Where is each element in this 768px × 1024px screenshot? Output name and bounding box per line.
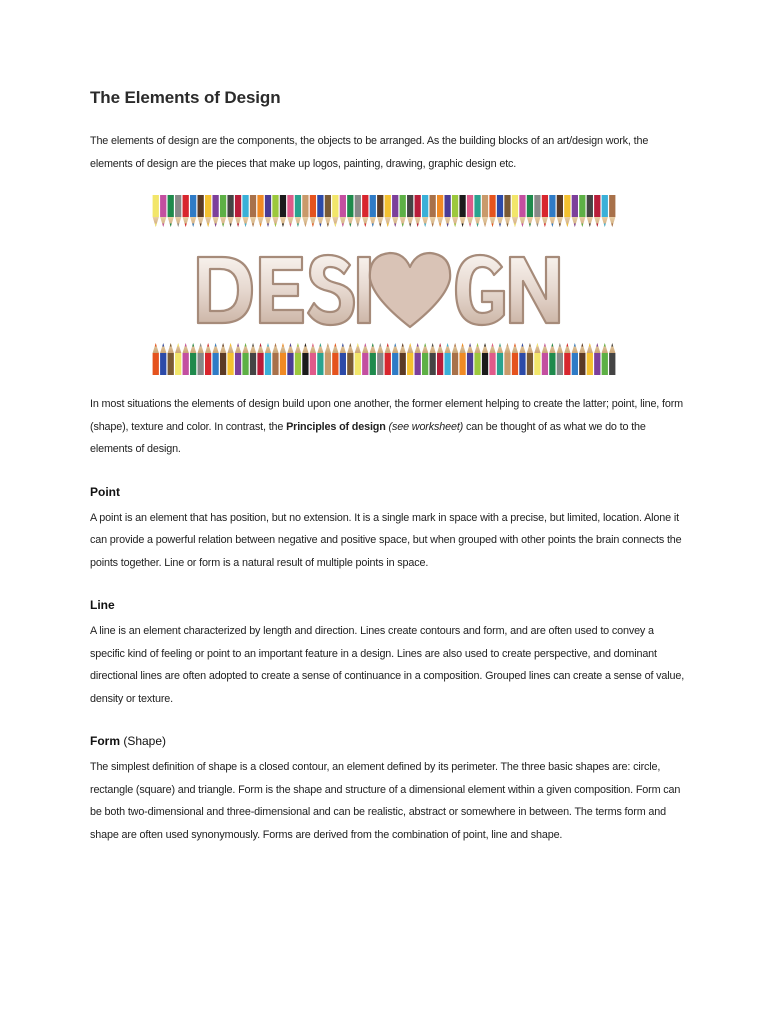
pencil — [183, 343, 189, 375]
pencil — [280, 195, 286, 227]
pencil — [205, 195, 211, 227]
pencil — [295, 343, 301, 375]
pencil — [153, 343, 159, 375]
pencil — [482, 195, 488, 227]
pencil — [325, 343, 331, 375]
pencil — [302, 343, 308, 375]
pencil — [295, 195, 301, 227]
pencil — [519, 343, 525, 375]
pencil — [512, 195, 518, 227]
section-text-line: A line is an element characterized by length and direction. Lines create contours and form, and are often used to convey a specific kind of feeling or point to an important feature in a design. Lines are also used to create perspective, and dominant directional lines are often adopted to create a sense of continuance in a composition. Grouped lines can create a sense of value, density or texture. — [90, 625, 685, 705]
principles-of-design-bold: Principles of design — [286, 420, 386, 433]
document-content — [90, 88, 690, 846]
pencil — [347, 195, 353, 227]
pencil — [160, 343, 166, 375]
pencil — [310, 195, 316, 227]
see-worksheet-note: (see worksheet) — [385, 420, 464, 433]
pencil — [175, 195, 181, 227]
pencil — [190, 343, 196, 375]
pencil — [489, 195, 495, 227]
pencil — [497, 343, 503, 375]
pencil — [220, 343, 226, 375]
pencil — [227, 195, 233, 227]
pencil — [370, 343, 376, 375]
pencil — [467, 195, 473, 227]
pencil — [235, 195, 241, 227]
pencil — [422, 195, 428, 227]
pencil — [257, 195, 263, 227]
letter-i-shape — [358, 257, 370, 323]
pencil — [415, 195, 421, 227]
pencil — [362, 195, 368, 227]
pencil — [609, 195, 615, 227]
section-text-form: The simplest definition of shape is a closed contour, an element defined by its perimeter. The three basic shapes are: circle, rectangle (square) and triangle. Form is the shape and structure of a dimensional element within a given composition. Form can be both two-dimensional and three-dimensional and can be realistic, abstract or somewhere in between. The terms form and shape are often used synonymously. Forms are derived from the combination of point, line and shape. — [90, 761, 681, 841]
pencil — [400, 343, 406, 375]
pencil — [609, 343, 615, 375]
pencil — [467, 343, 473, 375]
pencil — [265, 195, 271, 227]
pencil — [153, 195, 159, 227]
pencil — [459, 195, 465, 227]
heart-shape — [370, 253, 450, 327]
pencil — [474, 195, 480, 227]
intro-paragraph: The elements of design are the components, the objects to be arranged. As the building blocks of an art/design work, the elements of design are the pieces that make up logos, painting, drawing, graphic design etc. — [90, 135, 649, 170]
pencil — [250, 343, 256, 375]
pencil — [452, 195, 458, 227]
pencil — [587, 343, 593, 375]
letter-s-shape — [308, 255, 354, 325]
pencil — [377, 343, 383, 375]
pencil — [362, 343, 368, 375]
pencil — [400, 195, 406, 227]
pencil — [572, 195, 578, 227]
pencil — [542, 343, 548, 375]
pencil — [452, 343, 458, 375]
pencil — [549, 195, 555, 227]
pencil — [572, 343, 578, 375]
pencil — [355, 195, 361, 227]
pencil — [370, 195, 376, 227]
pencil — [587, 195, 593, 227]
pencil — [534, 195, 540, 227]
pencil — [198, 195, 204, 227]
elements-paragraph — [90, 393, 690, 461]
pencil — [579, 195, 585, 227]
pencil — [444, 195, 450, 227]
pencil — [265, 343, 271, 375]
pencil — [257, 343, 263, 375]
pencil — [272, 195, 278, 227]
pencil — [489, 343, 495, 375]
pencil — [579, 343, 585, 375]
pencil — [302, 195, 308, 227]
pencil — [280, 343, 286, 375]
pencil — [497, 195, 503, 227]
letter-g-shape — [456, 255, 504, 325]
pencil-row-top — [153, 195, 616, 227]
pencil — [594, 343, 600, 375]
pencil — [220, 195, 226, 227]
pencil — [227, 343, 233, 375]
pencil — [385, 343, 391, 375]
pencil — [250, 195, 256, 227]
pencil — [287, 195, 293, 227]
pencil — [160, 195, 166, 227]
pencil — [272, 343, 278, 375]
pencil — [235, 343, 241, 375]
section-heading-point: Point — [90, 484, 120, 499]
pencil — [340, 343, 346, 375]
design-hero-image — [152, 195, 616, 379]
pencil-row-bottom — [153, 343, 616, 375]
pencil — [437, 343, 443, 375]
pencil — [212, 195, 218, 227]
pencil — [564, 195, 570, 227]
pencil — [212, 343, 218, 375]
pencil — [385, 195, 391, 227]
paragraph-text-end: can be thought of as what we do to the elements of design. — [90, 420, 646, 455]
letter-e-shape — [260, 257, 303, 323]
page-title: The Elements of Design — [90, 88, 281, 107]
pencil — [534, 343, 540, 375]
pencil — [242, 195, 248, 227]
pencil — [175, 343, 181, 375]
pencil — [422, 343, 428, 375]
pencil — [444, 343, 450, 375]
pencil — [549, 343, 555, 375]
pencil — [332, 343, 338, 375]
pencil — [602, 343, 608, 375]
form-heading-label: Form — [90, 734, 120, 748]
design-pencils-illustration — [152, 195, 616, 379]
pencil — [242, 343, 248, 375]
pencil — [594, 195, 600, 227]
pencil — [183, 195, 189, 227]
letter-d-shape — [198, 257, 252, 323]
pencil — [190, 195, 196, 227]
pencil — [168, 195, 174, 227]
pencil — [205, 343, 211, 375]
pencil — [332, 195, 338, 227]
paragraph-text: In most situations the elements of design build upon one another, the former element helping to create the latter; point, line, form (shape), texture and color. In contrast, the — [90, 398, 683, 433]
pencil — [437, 195, 443, 227]
pencil — [347, 343, 353, 375]
pencil — [340, 195, 346, 227]
pencil — [325, 195, 331, 227]
section-heading-line: Line — [90, 598, 115, 612]
pencil — [287, 343, 293, 375]
pencil — [168, 343, 174, 375]
pencil — [504, 343, 510, 375]
pencil — [310, 343, 316, 375]
pencil — [459, 343, 465, 375]
pencil — [602, 195, 608, 227]
design-word-art — [198, 253, 559, 327]
pencil — [519, 195, 525, 227]
pencil — [392, 195, 398, 227]
pencil — [564, 343, 570, 375]
pencil — [557, 195, 563, 227]
pencil — [407, 195, 413, 227]
pencil — [392, 343, 398, 375]
form-heading-suffix: (Shape) — [120, 734, 167, 748]
letter-n-shape — [510, 257, 559, 323]
pencil — [355, 343, 361, 375]
pencil — [430, 343, 436, 375]
section-text-point: A point is an element that has position, but no extension. It is a single mark in space with a precise, but limited, location. Alone it can provide a powerful relation between negative and positive space, but when grouped with other points the brain connects the points together. Line or form is a natural result of multiple points in space. — [90, 511, 682, 569]
pencil — [430, 195, 436, 227]
pencil — [198, 343, 204, 375]
pencil — [474, 343, 480, 375]
section-heading-form — [90, 734, 690, 748]
pencil — [415, 343, 421, 375]
pencil — [504, 195, 510, 227]
pencil — [407, 343, 413, 375]
pencil — [317, 195, 323, 227]
pencil — [377, 195, 383, 227]
pencil — [557, 343, 563, 375]
pencil — [512, 343, 518, 375]
pencil — [542, 195, 548, 227]
pencil — [317, 343, 323, 375]
pencil — [527, 195, 533, 227]
pencil — [482, 343, 488, 375]
pencil — [527, 343, 533, 375]
